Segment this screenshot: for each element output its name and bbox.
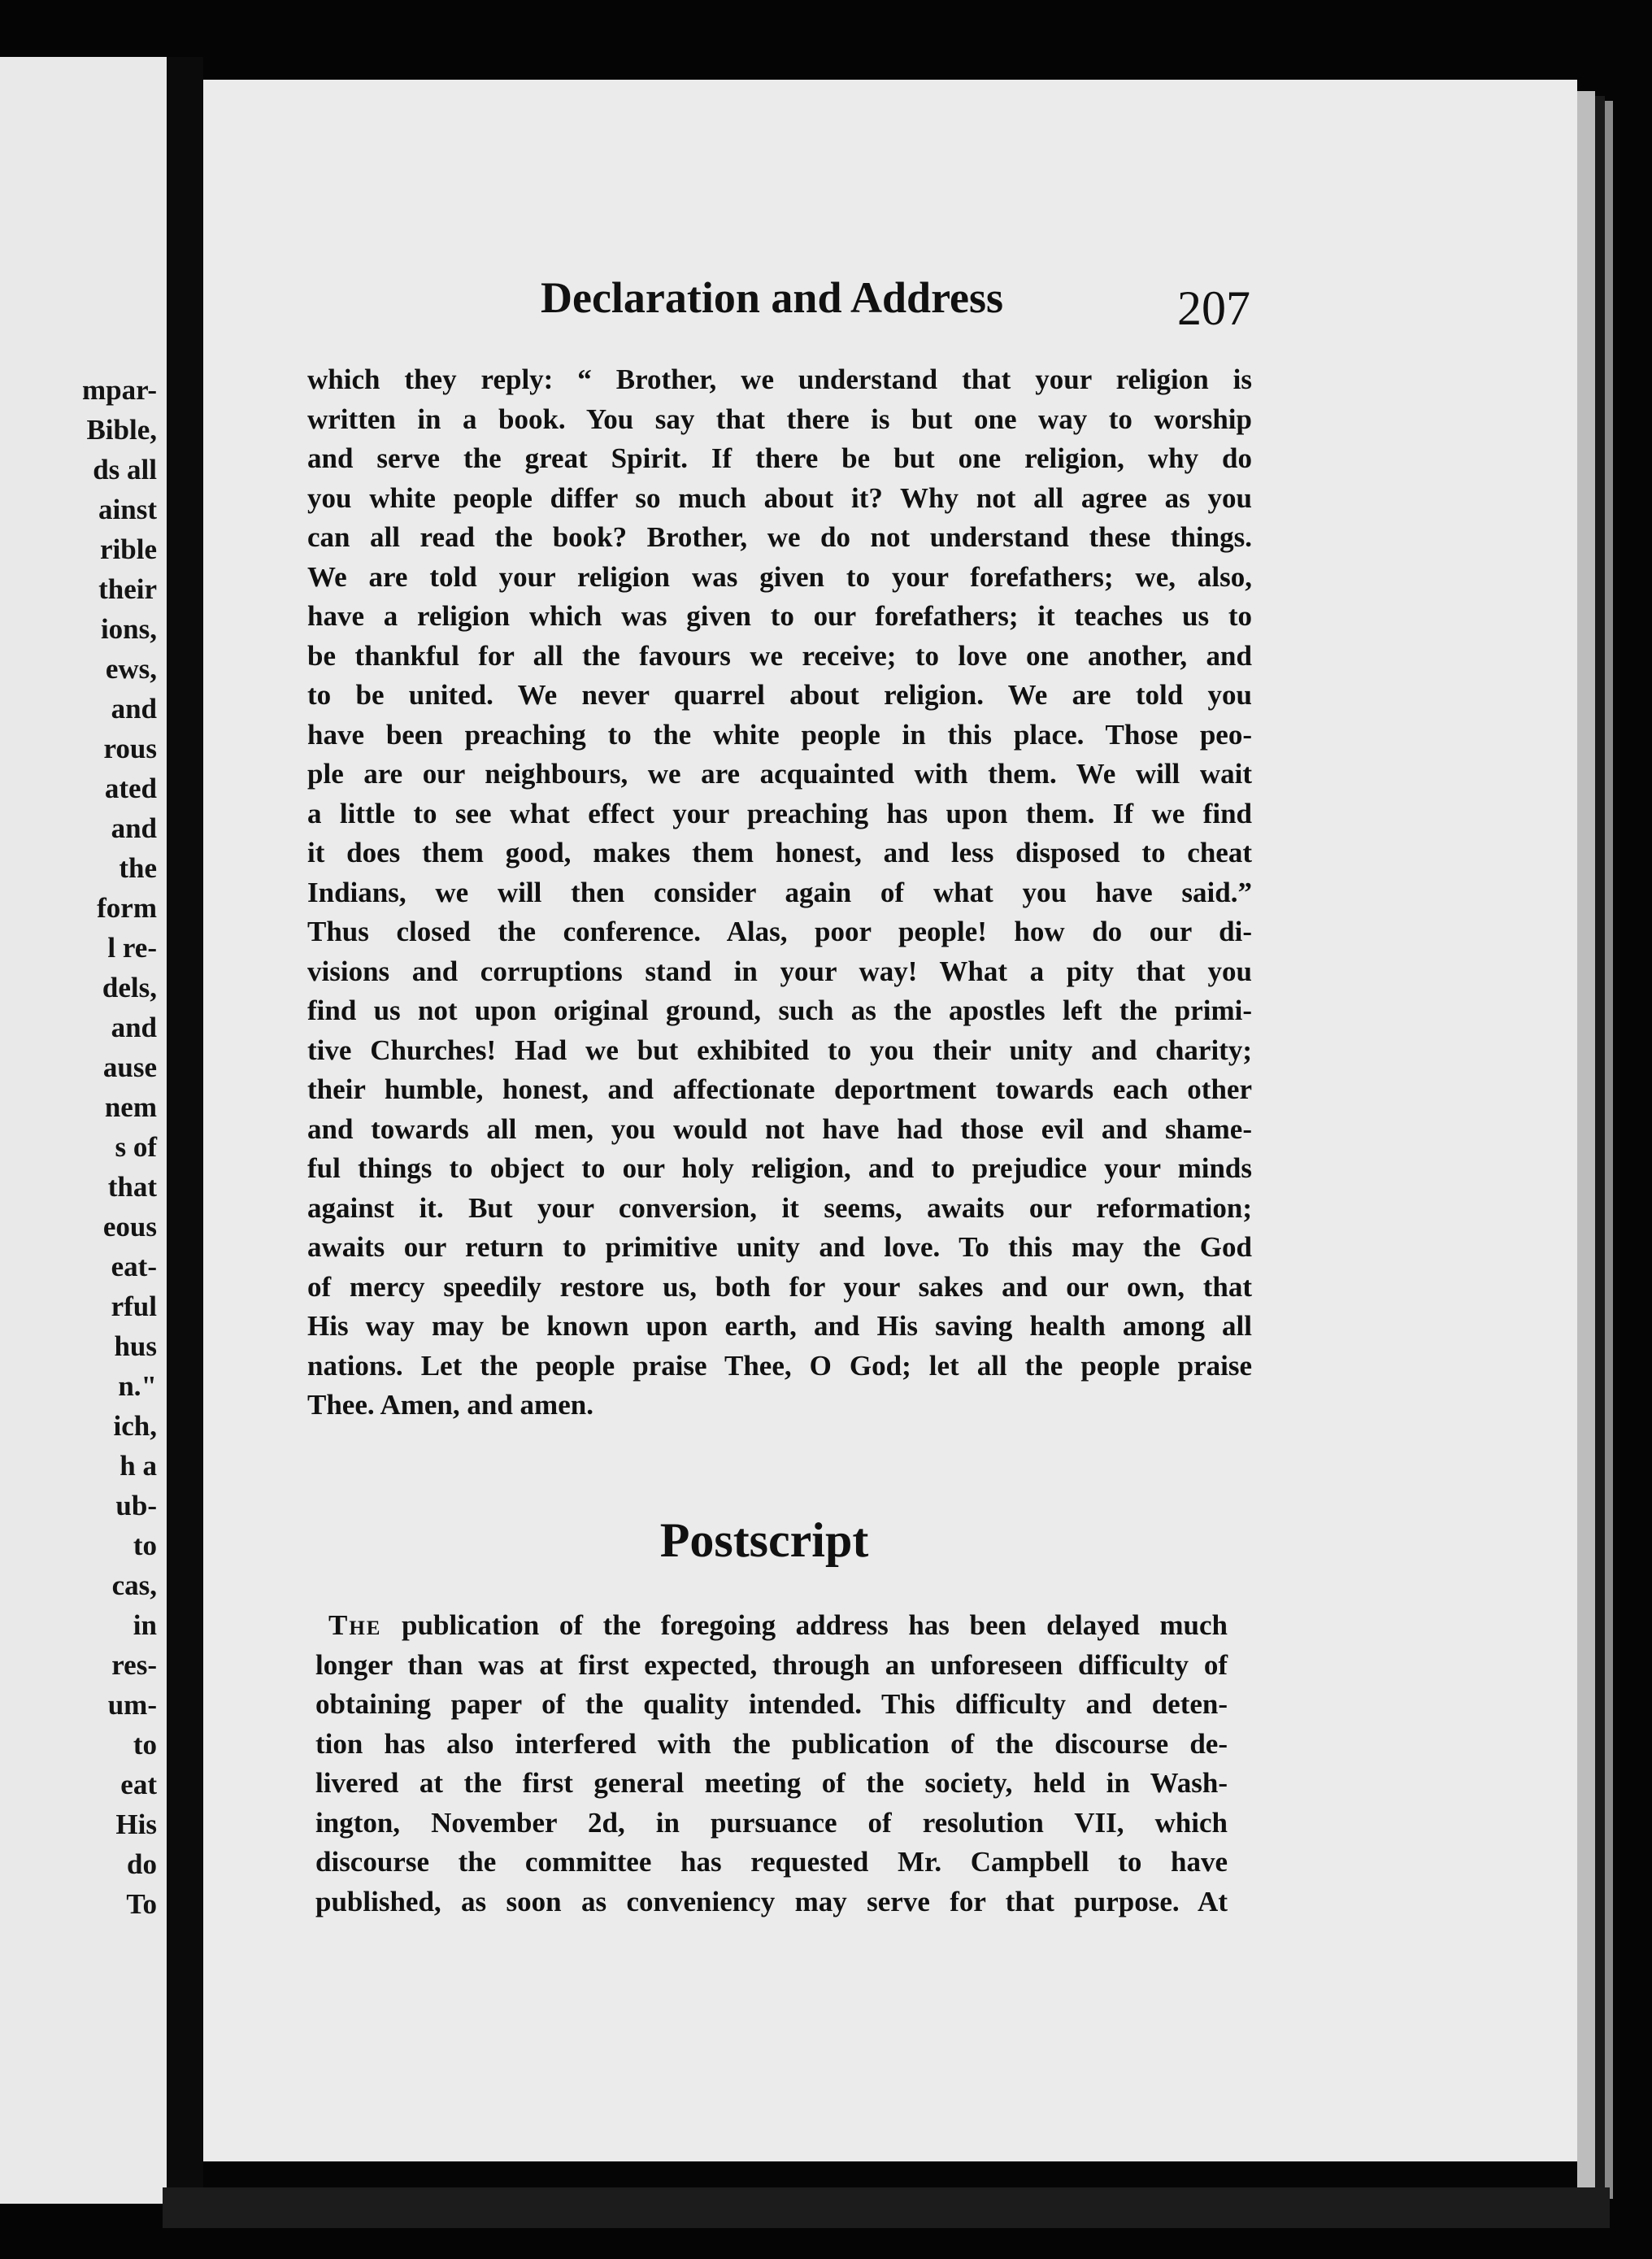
- text-line: visions and corruptions stand in your way! What a pity that you: [307, 955, 1252, 987]
- left-page-line: and: [111, 1012, 157, 1043]
- left-page-line: ich,: [113, 1410, 157, 1442]
- text-line: discourse the committee has requested Mr. Campbell to have: [315, 1846, 1228, 1878]
- text-line-rest: publication of the foregoing address has been delayed much: [381, 1609, 1228, 1641]
- left-page-line: ions,: [100, 613, 157, 645]
- text-line: nations. Let the people praise Thee, O God; let all the people praise: [307, 1349, 1252, 1382]
- running-head: Declaration and Address: [541, 273, 1004, 322]
- text-line: obtaining paper of the quality intended. This difficulty and deten-: [315, 1688, 1228, 1720]
- left-page-line: To: [126, 1888, 157, 1920]
- left-page-line: that: [107, 1171, 157, 1203]
- left-page-line: n.": [118, 1370, 157, 1402]
- page-edge: [1577, 91, 1595, 2197]
- left-page-line: eat-: [111, 1251, 157, 1282]
- page-edge-shadow: [1595, 96, 1605, 2202]
- book-gutter: [167, 57, 203, 2220]
- scan-bottom-border: [163, 2187, 1610, 2228]
- left-page-line: and: [111, 812, 157, 844]
- text-line: tion has also interfered with the publication of the discourse de-: [315, 1727, 1228, 1760]
- left-page-line: ainst: [98, 494, 157, 525]
- text-line: to be united. We never quarrel about religion. We are told you: [307, 679, 1252, 711]
- left-page-line: form: [97, 892, 157, 924]
- text-line: His way may be known upon earth, and His saving health among all: [307, 1310, 1252, 1342]
- left-page-line: and: [111, 693, 157, 725]
- left-page-line: ews,: [105, 653, 157, 685]
- body-paragraph: [307, 360, 1252, 1425]
- left-page-line: res-: [111, 1649, 157, 1681]
- left-page-line: rible: [100, 533, 157, 565]
- left-page-line: dels,: [102, 972, 157, 1003]
- left-page-line: eous: [102, 1211, 157, 1243]
- text-line: awaits our return to primitive unity and love. To this may the God: [307, 1231, 1252, 1263]
- left-page-line: Bible,: [86, 414, 157, 446]
- left-page-text-fragments: [82, 370, 157, 1924]
- text-line: Thee. Amen, and amen.: [307, 1389, 593, 1421]
- text-line: have been preaching to the white people in this place. Those peo-: [307, 718, 1252, 751]
- text-line: livered at the first general meeting of the society, held in Wash-: [315, 1767, 1228, 1799]
- left-page-line: ated: [104, 773, 157, 804]
- text-line: their humble, honest, and affectionate deportment towards each other: [307, 1073, 1252, 1105]
- left-page-line: to: [133, 1530, 157, 1561]
- text-line: a little to see what effect your preaching has upon them. If we find: [307, 797, 1252, 829]
- text-line: ful things to object to our holy religion, and to prejudice your minds: [307, 1152, 1252, 1184]
- text-line: ington, November 2d, in pursuance of resolution VII, which: [315, 1806, 1228, 1839]
- left-page-line: cas,: [111, 1569, 157, 1601]
- left-page-line: eat: [120, 1769, 157, 1800]
- left-page-line: to: [133, 1729, 157, 1761]
- left-page-line: their: [98, 573, 157, 605]
- text-line: can all read the book? Brother, we do not understand these things.: [307, 521, 1252, 553]
- text-line: and towards all men, you would not have had those evil and shame-: [307, 1112, 1252, 1145]
- left-page-line: in: [133, 1609, 157, 1641]
- text-line: you white people differ so much about it? Why not all agree as you: [307, 481, 1252, 514]
- text-line: ple are our neighbours, we are acquainted with them. We will wait: [307, 758, 1252, 790]
- text-line: We are told your religion was given to your forefathers; we, also,: [307, 560, 1252, 593]
- text-line: be thankful for all the favours we receive; to love one another, and: [307, 639, 1252, 672]
- text-line: of mercy speedily restore us, both for your sakes and our own, that: [307, 1270, 1252, 1303]
- left-page-line: h a: [120, 1450, 157, 1482]
- left-page-line: ub-: [115, 1490, 157, 1521]
- left-page-line: um-: [107, 1689, 157, 1721]
- left-page-line: the: [119, 852, 157, 884]
- section-heading-postscript: Postscript: [659, 1513, 869, 1567]
- text-line: tive Churches! Had we but exhibited to you their unity and charity;: [307, 1034, 1252, 1066]
- text-line: and serve the great Spirit. If there be but one religion, why do: [307, 442, 1252, 474]
- left-page-line: mpar-: [81, 374, 157, 406]
- left-page-line: rous: [103, 733, 157, 764]
- left-page-line: do: [127, 1848, 157, 1880]
- text-line: against it. But your conversion, it seems, awaits our reformation;: [307, 1191, 1252, 1224]
- text-line: find us not upon original ground, such as the apostles left the primi-: [307, 995, 1252, 1026]
- text-line: Indians, we will then consider again of what you have said.”: [307, 876, 1252, 908]
- left-page-line: l re-: [107, 932, 157, 964]
- text-line: published, as soon as conveniency may serve for that purpose. At: [315, 1885, 1228, 1917]
- page-edge-stack: [1605, 101, 1613, 2199]
- postscript-paragraph: [315, 1606, 1228, 1922]
- text-line: which they reply: “ Brother, we understand that your religion is: [307, 363, 1252, 395]
- text-line: it does them good, makes them honest, and less disposed to cheat: [307, 837, 1252, 868]
- text-line: [315, 1606, 1228, 1646]
- text-line: longer than was at first expected, through an unforeseen difficulty of: [315, 1648, 1228, 1681]
- text-line: have a religion which was given to our forefathers; it teaches us to: [307, 600, 1252, 632]
- text-line: Thus closed the conference. Alas, poor people! how do our di-: [307, 916, 1252, 947]
- opening-word: The: [328, 1609, 382, 1641]
- left-page-line: ause: [102, 1051, 157, 1083]
- left-page-line: rful: [111, 1291, 157, 1322]
- page-number: 207: [1177, 281, 1250, 335]
- left-page-line: ds all: [93, 454, 157, 485]
- text-line: written in a book. You say that there is but one way to worship: [307, 403, 1252, 435]
- left-page-line: hus: [114, 1330, 157, 1362]
- left-page-line: His: [115, 1809, 157, 1840]
- left-facing-page: [0, 57, 167, 2204]
- left-page-line: nem: [104, 1091, 157, 1123]
- left-page-line: s of: [115, 1131, 157, 1163]
